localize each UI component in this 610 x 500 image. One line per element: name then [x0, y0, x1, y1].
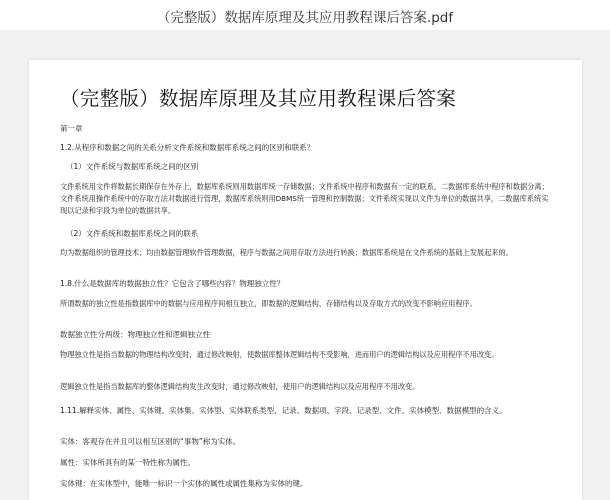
pdf-page[interactable] [29, 60, 582, 500]
question-heading: 1.2.从程序和数据之间的关系分析文件系统和数据库系统之间的区别和联系？ [60, 143, 315, 152]
chapter-heading: 第一章 [60, 124, 83, 133]
paragraph: 属性：实体所具有的某一特性称为属性。 [60, 458, 195, 467]
paragraph: 物理独立性是指当数据的物理结构改变时，通过修改映射，使数据库整体逻辑结构不受影响，进而用户的逻辑结构以及应用程序不用改变。 [60, 350, 499, 359]
subheading: （1）文件系统与数据库系统之间的区别 [66, 162, 199, 171]
paragraph: 实体键：在实体型中，能唯一标识一个实体的属性或属性集称为实体的键。 [60, 479, 308, 488]
paragraph: 文件系统用文件将数据长期保存在外存上，数据库系统则用数据库统一存储数据；文件系统中程序和数据有一定的联系，二数据库系统中程序和数据分离；文件系统用操作系统中的存取方法对数据进行管理，数据库系统则用DBMS统一管理和控制数据；文件系统实现以文件为单位的数据共享，二数据库系统实现以记录和字段为单位的数据共享。 [60, 182, 549, 215]
document-title: （完整版）数据库原理及其应用教程课后答案 [60, 87, 457, 110]
question-heading: 1.11.解释实体、属性、实体键、实体集、实体型、实体联系类型、记录、数据项、字段、记录型、文件、实体模型、数据模型的含义。 [60, 406, 507, 415]
paragraph: 所谓数据的独立性是指数据库中的数据与应用程序间相互独立，即数据的逻辑结构、存储结构以及存取方式的改变不影响应用程序。 [60, 299, 477, 308]
subheading: （2）文件系统和数据库系统之间的联系 [66, 229, 199, 238]
paragraph: 实体：客观存在并且可以相互区别的“事物”称为实体。 [60, 437, 241, 446]
file-title: （完整版）数据库原理及其应用教程课后答案.pdf [156, 10, 454, 26]
paragraph: 均为数据组织的管理技术；均由数据管理软件管理数据，程序与数据之间用存取方法进行转换；数据库系统是在文件系统的基础上发展起来的。 [60, 248, 513, 257]
paragraph: 逻辑独立性是指当数据库的整体逻辑结构发生改变时，通过修改映射，使用户的逻辑结构以及应用程序不用改变。 [60, 382, 420, 391]
paragraph: 数据独立性分两级：物理独立性和逻辑独立性 [60, 330, 210, 339]
question-heading: 1.8.什么是数据库的数据独立性？它包含了哪些内容？物理独立性？ [60, 279, 285, 288]
viewer-header [0, 0, 610, 30]
